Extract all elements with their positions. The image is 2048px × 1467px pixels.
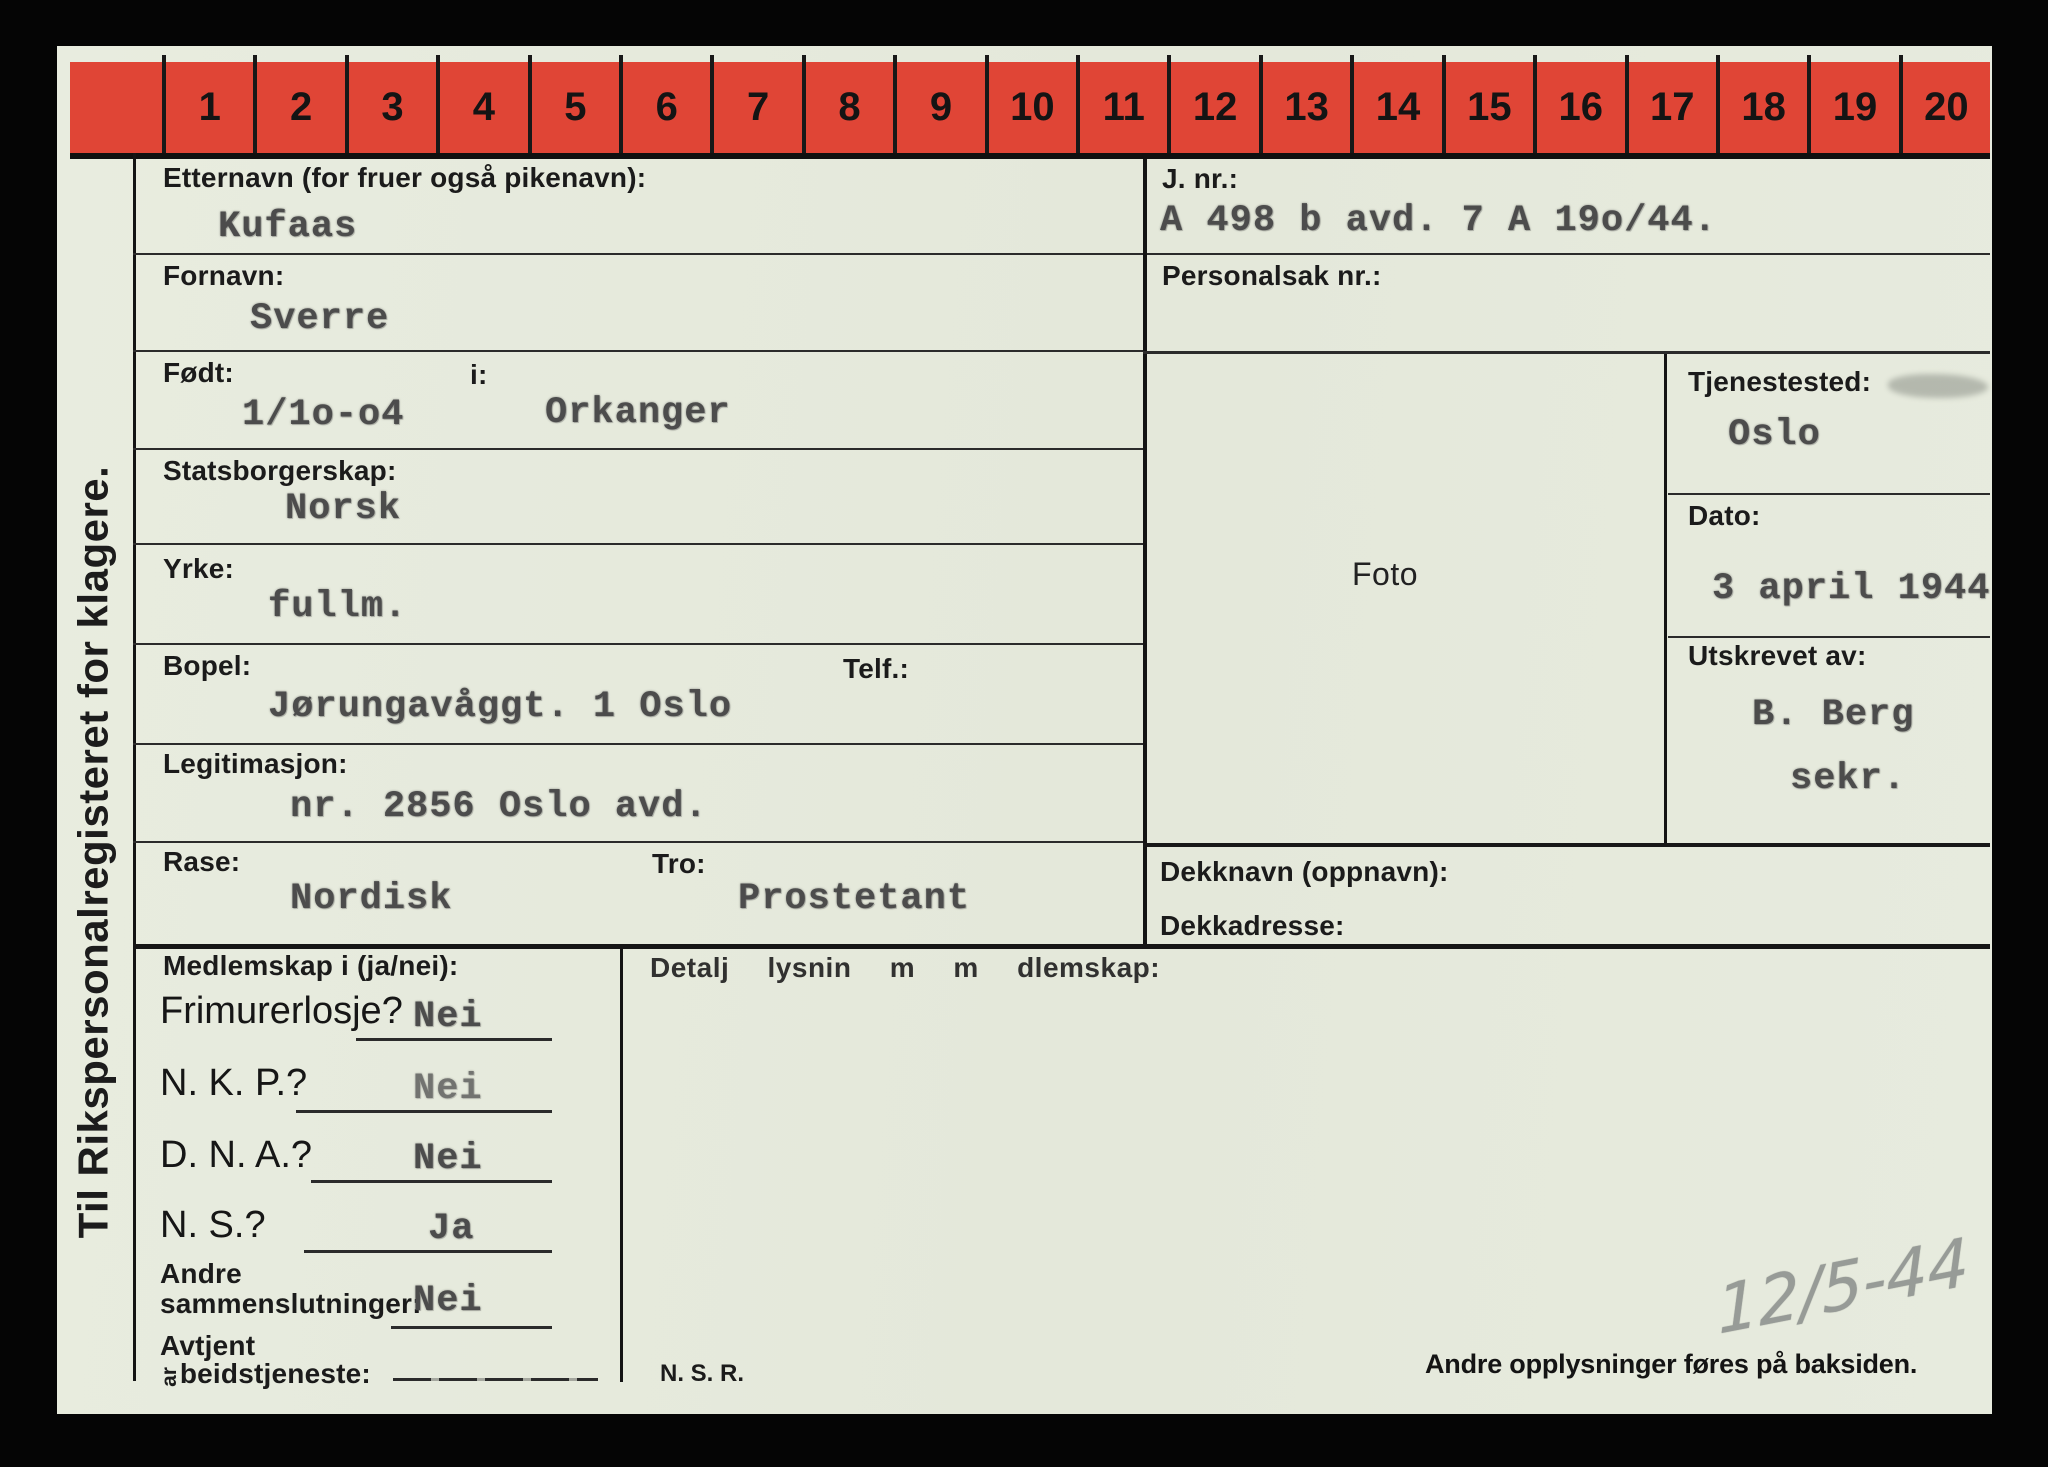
fornavn-underline <box>133 350 1143 352</box>
legitimasjon-value: nr. 2856 Oslo avd. <box>290 786 708 828</box>
ruler-cell: 18 <box>1716 55 1807 159</box>
ruler-cell: 13 <box>1259 55 1350 159</box>
dna-value: Nei <box>413 1138 483 1180</box>
nkp-line <box>296 1110 552 1113</box>
fodt-value: 1/1o-o4 <box>242 394 405 436</box>
jnr-label: J. nr.: <box>1162 163 1239 194</box>
dekkadresse-label: Dekkadresse: <box>1160 910 1345 941</box>
frimurerlosje-value: Nei <box>413 996 483 1038</box>
avtjent-line <box>393 1378 598 1381</box>
statsborgerskap-label: Statsborgerskap: <box>163 455 397 486</box>
lower-section-divider <box>620 946 623 1382</box>
backside-note: Andre opplysninger føres på baksiden. <box>1425 1349 1918 1379</box>
ruler-cell: 15 <box>1442 55 1533 159</box>
ruler-cell: 20 <box>1899 55 1990 159</box>
telf-label: Telf.: <box>843 653 910 684</box>
ruler-cell: 6 <box>619 55 710 159</box>
handwritten-date: 12/5-44 <box>1715 1223 1971 1350</box>
tro-label: Tro: <box>652 848 706 879</box>
etternavn-underline <box>133 253 1143 255</box>
avtjent-label-line2 <box>157 1358 371 1391</box>
ruler-cell: 7 <box>710 55 801 159</box>
ruler-bottom-rule <box>70 153 1990 159</box>
frimurerlosje-label: Frimurerlosje? <box>160 990 403 1032</box>
erased-text-smudge <box>1888 374 1988 398</box>
andre-label-line1: Andre <box>160 1258 242 1289</box>
ruler-cell: 5 <box>528 55 619 159</box>
statsborgerskap-underline <box>133 543 1143 545</box>
foto-box-bottom-rule <box>1143 843 1990 847</box>
ruler-cell: 1 <box>162 55 253 159</box>
tro-value: Prostetant <box>738 878 971 920</box>
ruler-cell: 19 <box>1807 55 1898 159</box>
ruler-cell: 16 <box>1533 55 1624 159</box>
rase-label: Rase: <box>163 846 241 877</box>
avtjent-label-line1: Avtjent <box>160 1330 256 1361</box>
ruler-cell: 8 <box>802 55 893 159</box>
ruler-cell: 4 <box>436 55 527 159</box>
utskrevet-av-value-line2: sekr. <box>1790 758 1907 800</box>
ruler-cell: 3 <box>345 55 436 159</box>
legitimasjon-label: Legitimasjon: <box>163 748 348 779</box>
andre-line <box>391 1326 552 1329</box>
dna-line <box>311 1180 552 1183</box>
frimurerlosje-line <box>356 1038 552 1041</box>
dato-value: 3 april 1944 <box>1712 568 1991 610</box>
nsr-imprint: N. S. R. <box>660 1360 745 1387</box>
ruler-cell: 17 <box>1625 55 1716 159</box>
yrke-label: Yrke: <box>163 553 235 584</box>
tjenestested-value: Oslo <box>1728 414 1821 456</box>
etternavn-label: Etternavn (for fruer også pikenavn): <box>163 162 647 193</box>
personalsak-bottom-rule <box>1143 351 1990 354</box>
utskrevet-av-value-line1: B. Berg <box>1752 694 1915 736</box>
dato-underline <box>1668 636 1990 638</box>
jnr-underline <box>1147 253 1990 255</box>
ns-value: Ja <box>428 1208 475 1250</box>
dekknavn-label: Dekknavn (oppnavn): <box>1160 856 1449 887</box>
bopel-value: Jørungavåggt. 1 Oslo <box>268 686 733 728</box>
dato-label: Dato: <box>1688 500 1761 531</box>
ns-line <box>304 1250 552 1253</box>
tjenestested-label: Tjenestested: <box>1688 366 1872 397</box>
foto-placeholder-label: Foto <box>1352 556 1419 592</box>
nkp-label: N. K. P.? <box>160 1062 308 1104</box>
ruler-cell: 10 <box>985 55 1076 159</box>
personalsak-label: Personalsak nr.: <box>1162 260 1382 291</box>
ruler-cell: 14 <box>1350 55 1441 159</box>
fodt-label: Født: <box>163 357 234 388</box>
main-column-divider <box>1143 159 1147 946</box>
ns-label: N. S.? <box>160 1204 266 1246</box>
rase-value: Nordisk <box>290 878 453 920</box>
fodt-i-label: i: <box>470 359 488 390</box>
fornavn-label: Fornavn: <box>163 260 285 291</box>
avtjent-label-rest: beidstjeneste: <box>179 1358 371 1389</box>
medlemskap-header: Medlemskap i (ja/nei): <box>163 950 459 981</box>
side-margin-label: Til Rikspersonalregisteret for klagere. <box>69 465 117 1239</box>
ruler-cell: 12 <box>1167 55 1258 159</box>
andre-value: Nei <box>413 1280 483 1322</box>
bopel-label: Bopel: <box>163 650 252 681</box>
etternavn-value: Kufaas <box>218 206 358 248</box>
detail-section-header: Detalj lysnin m m dlemskap: <box>650 952 1161 983</box>
yrke-underline <box>133 643 1143 645</box>
tjenestested-underline <box>1668 493 1990 495</box>
ruler-cell: 11 <box>1076 55 1167 159</box>
statsborgerskap-value: Norsk <box>285 488 402 530</box>
fornavn-value: Sverre <box>250 298 390 340</box>
fodt-i-value: Orkanger <box>545 392 731 434</box>
dna-label: D. N. A.? <box>160 1134 313 1176</box>
card-paper <box>57 46 1992 1414</box>
fodt-underline <box>133 448 1143 450</box>
ruler <box>162 55 1990 159</box>
avtjent-rotated-ar: ar <box>157 1367 181 1387</box>
form-left-border <box>133 153 136 1381</box>
bopel-underline <box>133 743 1143 745</box>
ruler-cell: 9 <box>893 55 984 159</box>
yrke-value: fullm. <box>268 586 408 628</box>
andre-label-line2: sammenslutninger: <box>160 1288 422 1319</box>
ruler-cell: 2 <box>253 55 344 159</box>
legitimasjon-underline <box>133 841 1143 843</box>
mid-card-heavy-rule <box>133 944 1990 949</box>
nkp-value: Nei <box>413 1068 483 1110</box>
right-column-divider <box>1664 351 1667 845</box>
jnr-value: A 498 b avd. 7 A 19o/44. <box>1160 200 1717 242</box>
utskrevet-av-label: Utskrevet av: <box>1688 640 1867 671</box>
